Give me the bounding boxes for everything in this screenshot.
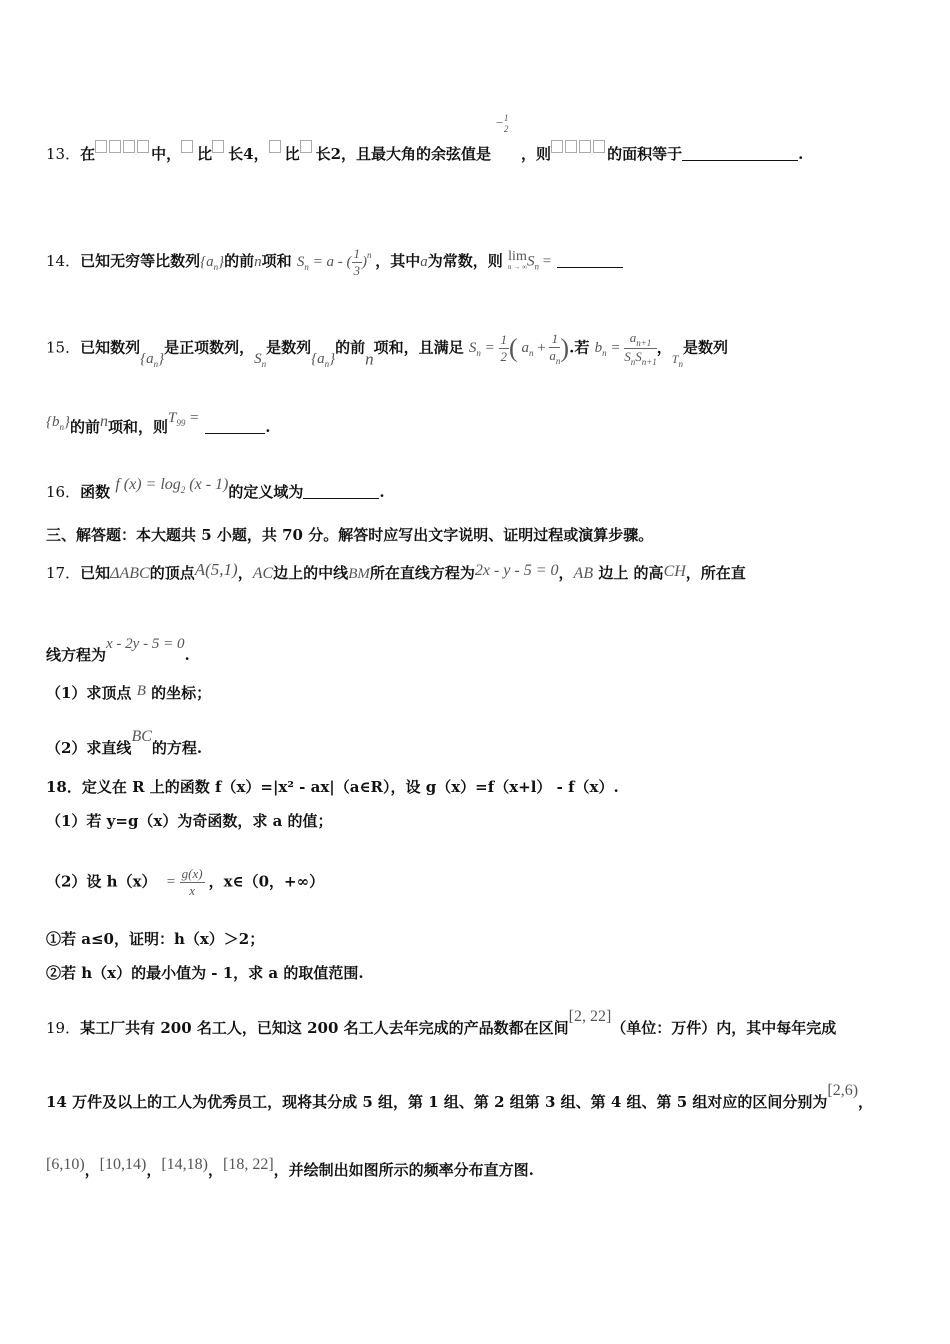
text: 在 — [80, 145, 96, 163]
question-19-intervals: [6,10)，[10,14)，[14,18)，[18, 22]，并绘制出如图所示的频率分布直方图. — [46, 1156, 534, 1179]
missing-glyph-icon — [181, 140, 193, 153]
bn-definition: $b_n$ = $\frac{a_{n+1}}{S_nS_{n+1}}$ — [594, 330, 657, 367]
question-number: 19． — [46, 1019, 81, 1037]
question-17-part-2: （2）求直线BC的方程. — [46, 728, 203, 757]
text: 长2，且最大角的余弦值是 — [315, 145, 492, 163]
question-18-part-2: （2）设 h（x） = $\frac{g(x)}{x}$ ，x∈（0，+∞） — [46, 866, 325, 898]
question-15-cont: $\{b_n\}$的前n项和，则$T_{99}$ = . — [46, 410, 271, 436]
question-number: 15． — [46, 338, 81, 357]
question-17: 17．已知ΔABC的顶点A(5,1)，AC边上的中线BM所在直线方程为2x - y - 5 = 0，AB 边上 的高CH，所在直 — [46, 560, 746, 582]
text: ，则 — [521, 145, 552, 163]
question-14: 14．已知无穷等比数列$\{a_n\}$的前n项和 $S_n = a$ - ( $\frac{1}{3}$ )$^n$ ，其中a为常数，则 lim n → ∞ $S_n$ = — [46, 246, 623, 279]
missing-glyph-icon — [212, 140, 224, 153]
text: 比 — [284, 145, 300, 163]
question-15: 15．已知数列$\{a_n\}$是正项数列，$S_n$是数列$\{a_n\}$的前n项和，且满足 $S_n$ = $\frac{1}{2}$ ( $a_n$ + $\frac{1}{a_n}$ ).若 $b_n$ = $\frac{a_{n+1}}{S_nS_{n+1}}$ ，$_{T_n}$是数列 — [46, 330, 728, 369]
question-13: 13．在 中， 比 长4， 比 长2，且最大角的余弦值是 − 1 2 ，则 的面积等于 . — [46, 113, 804, 163]
question-19: 19．某工厂共有 200 名工人，已知这 200 名工人去年完成的产品数都在区间[2, 22]（单位：万件）内，其中每年完成 — [46, 1008, 837, 1037]
question-number: 13． — [46, 145, 81, 163]
h-definition: = $\frac{g(x)}{x}$ — [165, 866, 203, 898]
cos-value: − 1 2 — [495, 113, 509, 134]
question-18-sub-1: ①若 a≤0，证明：h（x）＞2； — [46, 930, 265, 948]
sum-formula: $S_n = a$ - ( $\frac{1}{3}$ )$^n$ — [296, 246, 372, 278]
question-16: 16．函数 f $(x) = \log_2 (x - 1)$的定义域为 . — [46, 476, 385, 501]
question-number: 14． — [46, 251, 81, 270]
text: 长4， — [228, 145, 269, 163]
question-18: 18．定义在 R 上的函数 f（x）=|x² - ax|（a∈R），设 g（x）=f（x+l） - f（x）. — [46, 778, 619, 796]
question-19-cont: 14 万件及以上的工人为优秀员工，现将其分成 5 组，第 1 组、第 2 组第 3 组、第 4 组、第 5 组对应的区间分别为[2,6)， — [46, 1082, 874, 1111]
section-heading: 三、解答题：本大题共 5 小题，共 70 分。解答时应写出文字说明、证明过程或演算步骤。 — [46, 526, 654, 544]
answer-blank[interactable] — [557, 253, 623, 268]
question-number: 17． — [46, 564, 81, 582]
missing-glyph-icon — [269, 140, 281, 153]
function-def: f $(x) = \log_2 (x - 1)$ — [115, 476, 229, 495]
answer-blank[interactable] — [205, 419, 265, 434]
missing-glyph-icon — [95, 140, 151, 163]
text: 的面积等于 — [607, 145, 683, 163]
question-17-cont: 线方程为x - 2y - 5 = 0. — [46, 636, 190, 664]
text: 中， — [151, 145, 182, 163]
question-17-part-1: （1）求顶点 B 的坐标； — [46, 683, 212, 702]
limit-expr: lim n → ∞ $S_n$ = — [508, 248, 552, 272]
question-number: 16． — [46, 483, 81, 501]
answer-blank[interactable] — [303, 484, 379, 499]
question-18-sub-2: ②若 h（x）的最小值为 - 1，求 a 的取值范围. — [46, 964, 364, 982]
sequence-a: $\{a_n\}$ — [200, 253, 225, 272]
answer-blank[interactable] — [682, 146, 798, 161]
question-18-part-1: （1）若 y=g（x）为奇函数，求 a 的值； — [46, 812, 333, 830]
sum-relation: $S_n$ = $\frac{1}{2}$ ( $a_n$ + $\frac{1}{a_n}$ ) — [468, 331, 570, 366]
missing-glyph-icon — [300, 140, 312, 153]
text: 比 — [197, 145, 213, 163]
